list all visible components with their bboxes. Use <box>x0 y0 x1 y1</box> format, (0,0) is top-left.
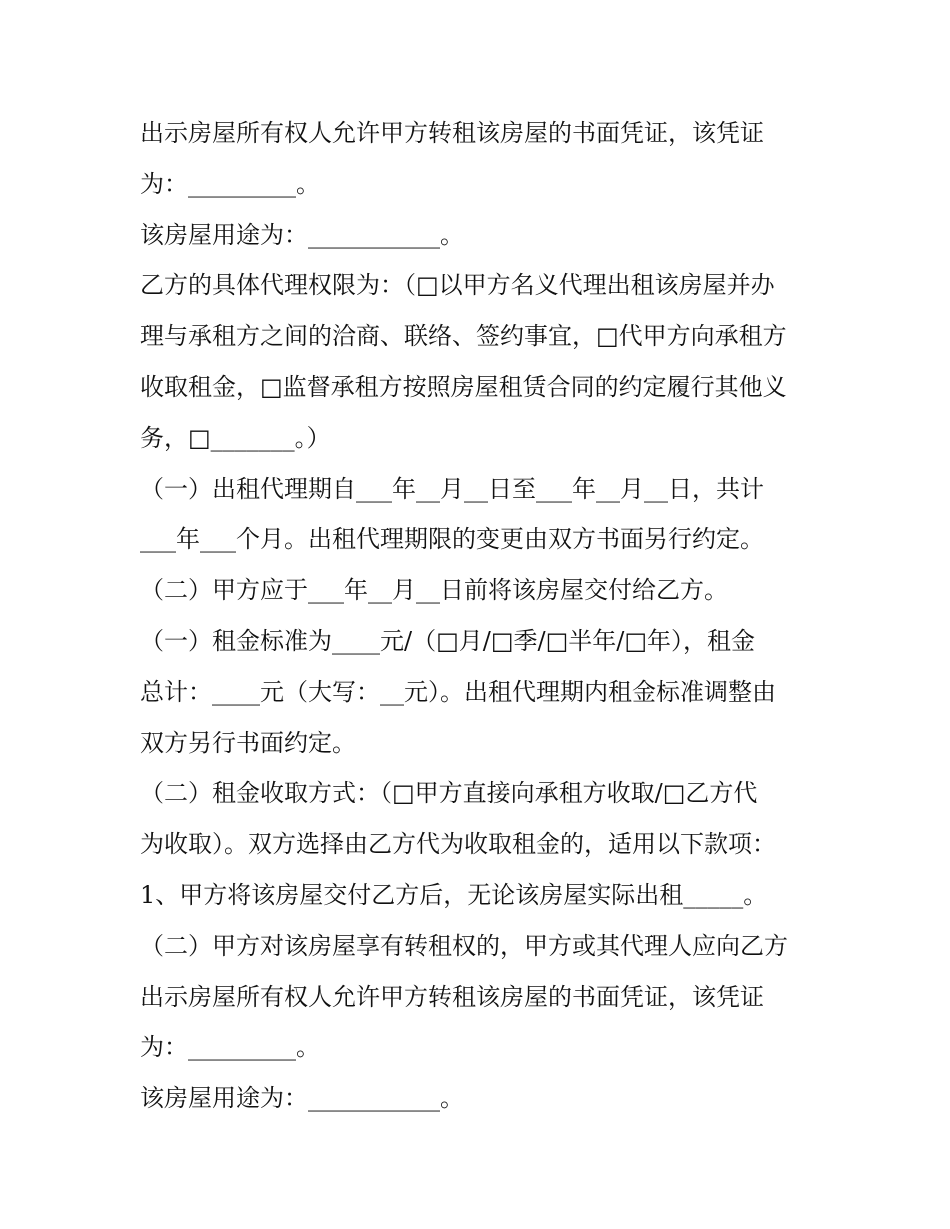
text-line: 出示房屋所有权人允许甲方转租该房屋的书面凭证，该凭证 <box>140 119 764 147</box>
text-line: 乙方的具体代理权限为：（□以甲方名义代理出租该房屋并办 <box>140 271 775 300</box>
text-line: （一）出租代理期自___年__月__日至___年__月__日，共计 <box>140 474 764 503</box>
text-line: 总计：____元（大写：__元）。出租代理期内租金标准调整由 <box>140 677 776 706</box>
text-line: （二）甲方应于___年__月__日前将该房屋交付给乙方。 <box>140 576 728 605</box>
text-line: 为：_________。 <box>140 169 320 198</box>
text-line: 理与承租方之间的洽商、联络、签约事宜，□代甲方向承租方 <box>140 322 787 351</box>
text-line: 双方另行书面约定。 <box>140 728 356 757</box>
text-line: 出示房屋所有权人允许甲方转租该房屋的书面凭证，该凭证 <box>140 982 764 1011</box>
text-line: 该房屋用途为：___________。 <box>140 1084 464 1113</box>
text-line: 为收取）。双方选择由乙方代为收取租金的，适用以下款项： <box>140 830 776 859</box>
text-line: 务，□_______。） <box>140 423 331 452</box>
text-line: 收取租金，□监督承租方按照房屋租赁合同的约定履行其他义 <box>140 372 787 401</box>
text-line: 该房屋用途为：___________。 <box>140 220 464 249</box>
text-line: ___年___个月。出租代理期限的变更由双方书面另行约定。 <box>140 525 764 554</box>
text-line: 为：_________。 <box>140 1033 320 1062</box>
document-body <box>140 108 820 1124</box>
text-line: （二）甲方对该房屋享有转租权的，甲方或其代理人应向乙方 <box>140 931 788 960</box>
text-line: 1、甲方将该房屋交付乙方后，无论该房屋实际出租_____。 <box>140 880 768 909</box>
text-line: （二）租金收取方式：（□甲方直接向承租方收取/□乙方代 <box>140 779 758 808</box>
text-line: （一）租金标准为____元/（□月/□季/□半年/□年），租金 <box>140 626 756 655</box>
